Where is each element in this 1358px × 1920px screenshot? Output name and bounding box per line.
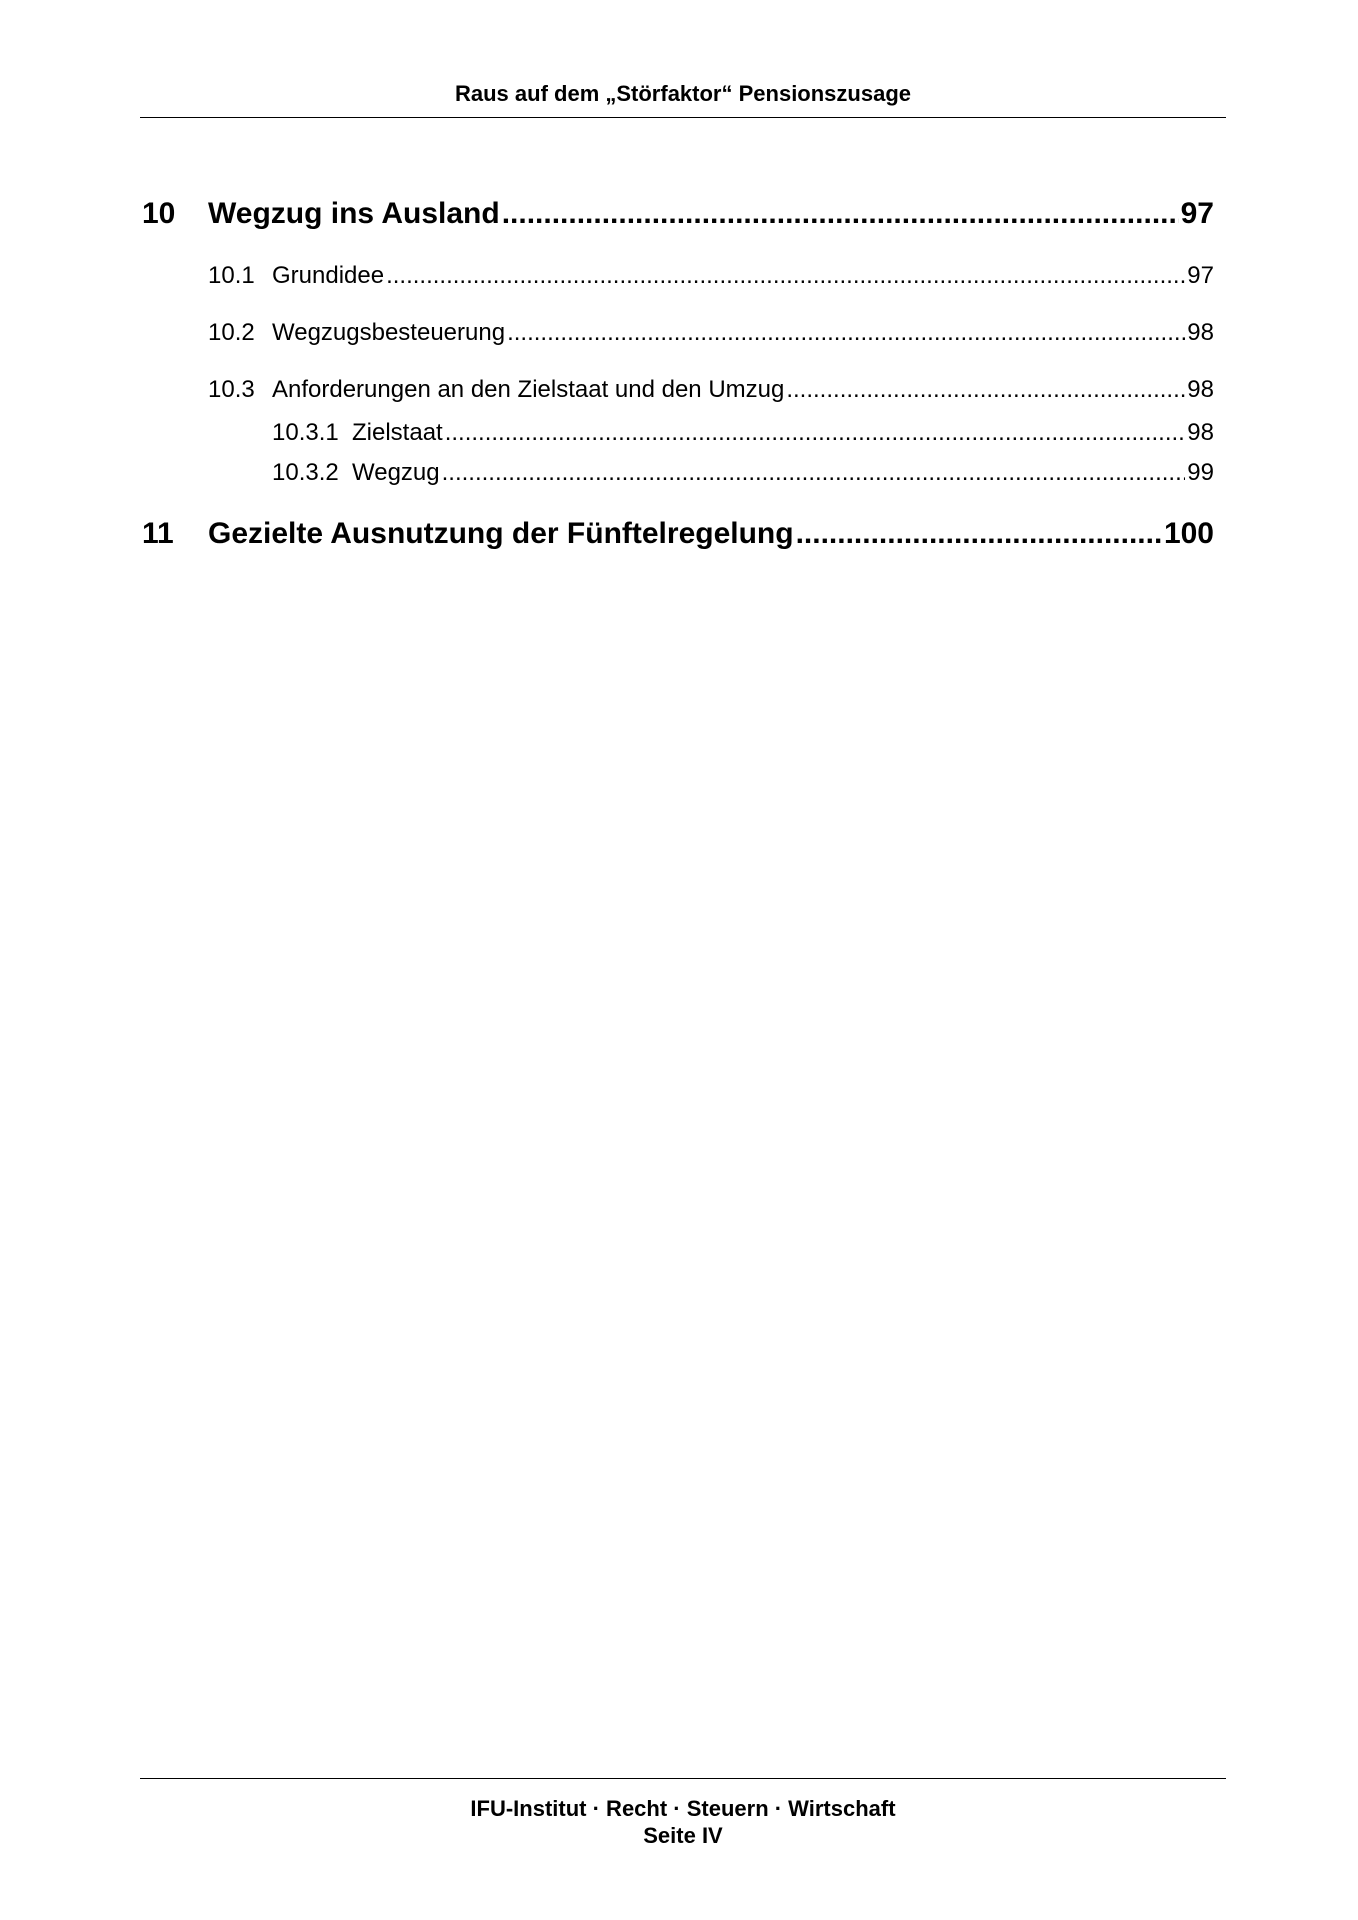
toc-leader-dots (386, 261, 1185, 291)
toc-leader-dots (507, 318, 1185, 348)
toc-leader-dots (442, 458, 1186, 488)
toc-page-number: 100 (1163, 517, 1214, 550)
toc-number: 11 (142, 517, 174, 550)
toc-leader-dots (445, 418, 1186, 448)
toc-title: Grundidee (272, 262, 385, 289)
toc-entry-section[interactable] (208, 318, 1214, 348)
toc-title: Wegzug (352, 459, 440, 486)
toc-title: Wegzug ins Ausland (208, 197, 500, 230)
footer-rule (140, 1778, 1226, 1779)
footer-page-label: Seite IV (643, 1823, 723, 1848)
toc-number: 10.1 (208, 262, 255, 289)
toc-page-number: 98 (1187, 419, 1214, 446)
toc-number: 10.3.2 (272, 459, 339, 486)
toc-entry-section[interactable] (208, 261, 1214, 291)
toc-leader-dots (502, 196, 1179, 232)
toc-number: 10 (142, 197, 176, 230)
toc-entry-subsection[interactable] (272, 418, 1214, 448)
toc-number: 10.2 (208, 319, 255, 346)
toc-title: Zielstaat (352, 419, 443, 446)
toc-leader-dots (796, 516, 1162, 552)
toc-title: Wegzugsbesteuerung (272, 319, 506, 346)
toc-entry-section[interactable] (208, 375, 1214, 405)
toc-entry-subsection[interactable] (272, 458, 1214, 488)
running-header: Raus auf dem „Störfaktor“ Pensionszusage (455, 81, 911, 106)
toc-page-number: 97 (1187, 262, 1214, 289)
toc-page-number: 97 (1180, 197, 1214, 230)
toc-title: Gezielte Ausnutzung der Fünftelregelung (208, 517, 794, 550)
toc-page-number: 99 (1187, 459, 1214, 486)
toc-page-number: 98 (1187, 319, 1214, 346)
toc-leader-dots (786, 375, 1185, 405)
toc-entry-chapter[interactable] (142, 516, 1214, 552)
footer-publisher: IFU-Institut · Recht · Steuern · Wirtschaft (470, 1796, 896, 1821)
toc-title: Anforderungen an den Zielstaat und den Umzug (272, 376, 785, 403)
header-rule (140, 117, 1226, 118)
toc-entry-chapter[interactable] (142, 196, 1214, 232)
toc-page-number: 98 (1187, 376, 1214, 403)
toc-number: 10.3.1 (272, 419, 339, 446)
toc-number: 10.3 (208, 376, 255, 403)
